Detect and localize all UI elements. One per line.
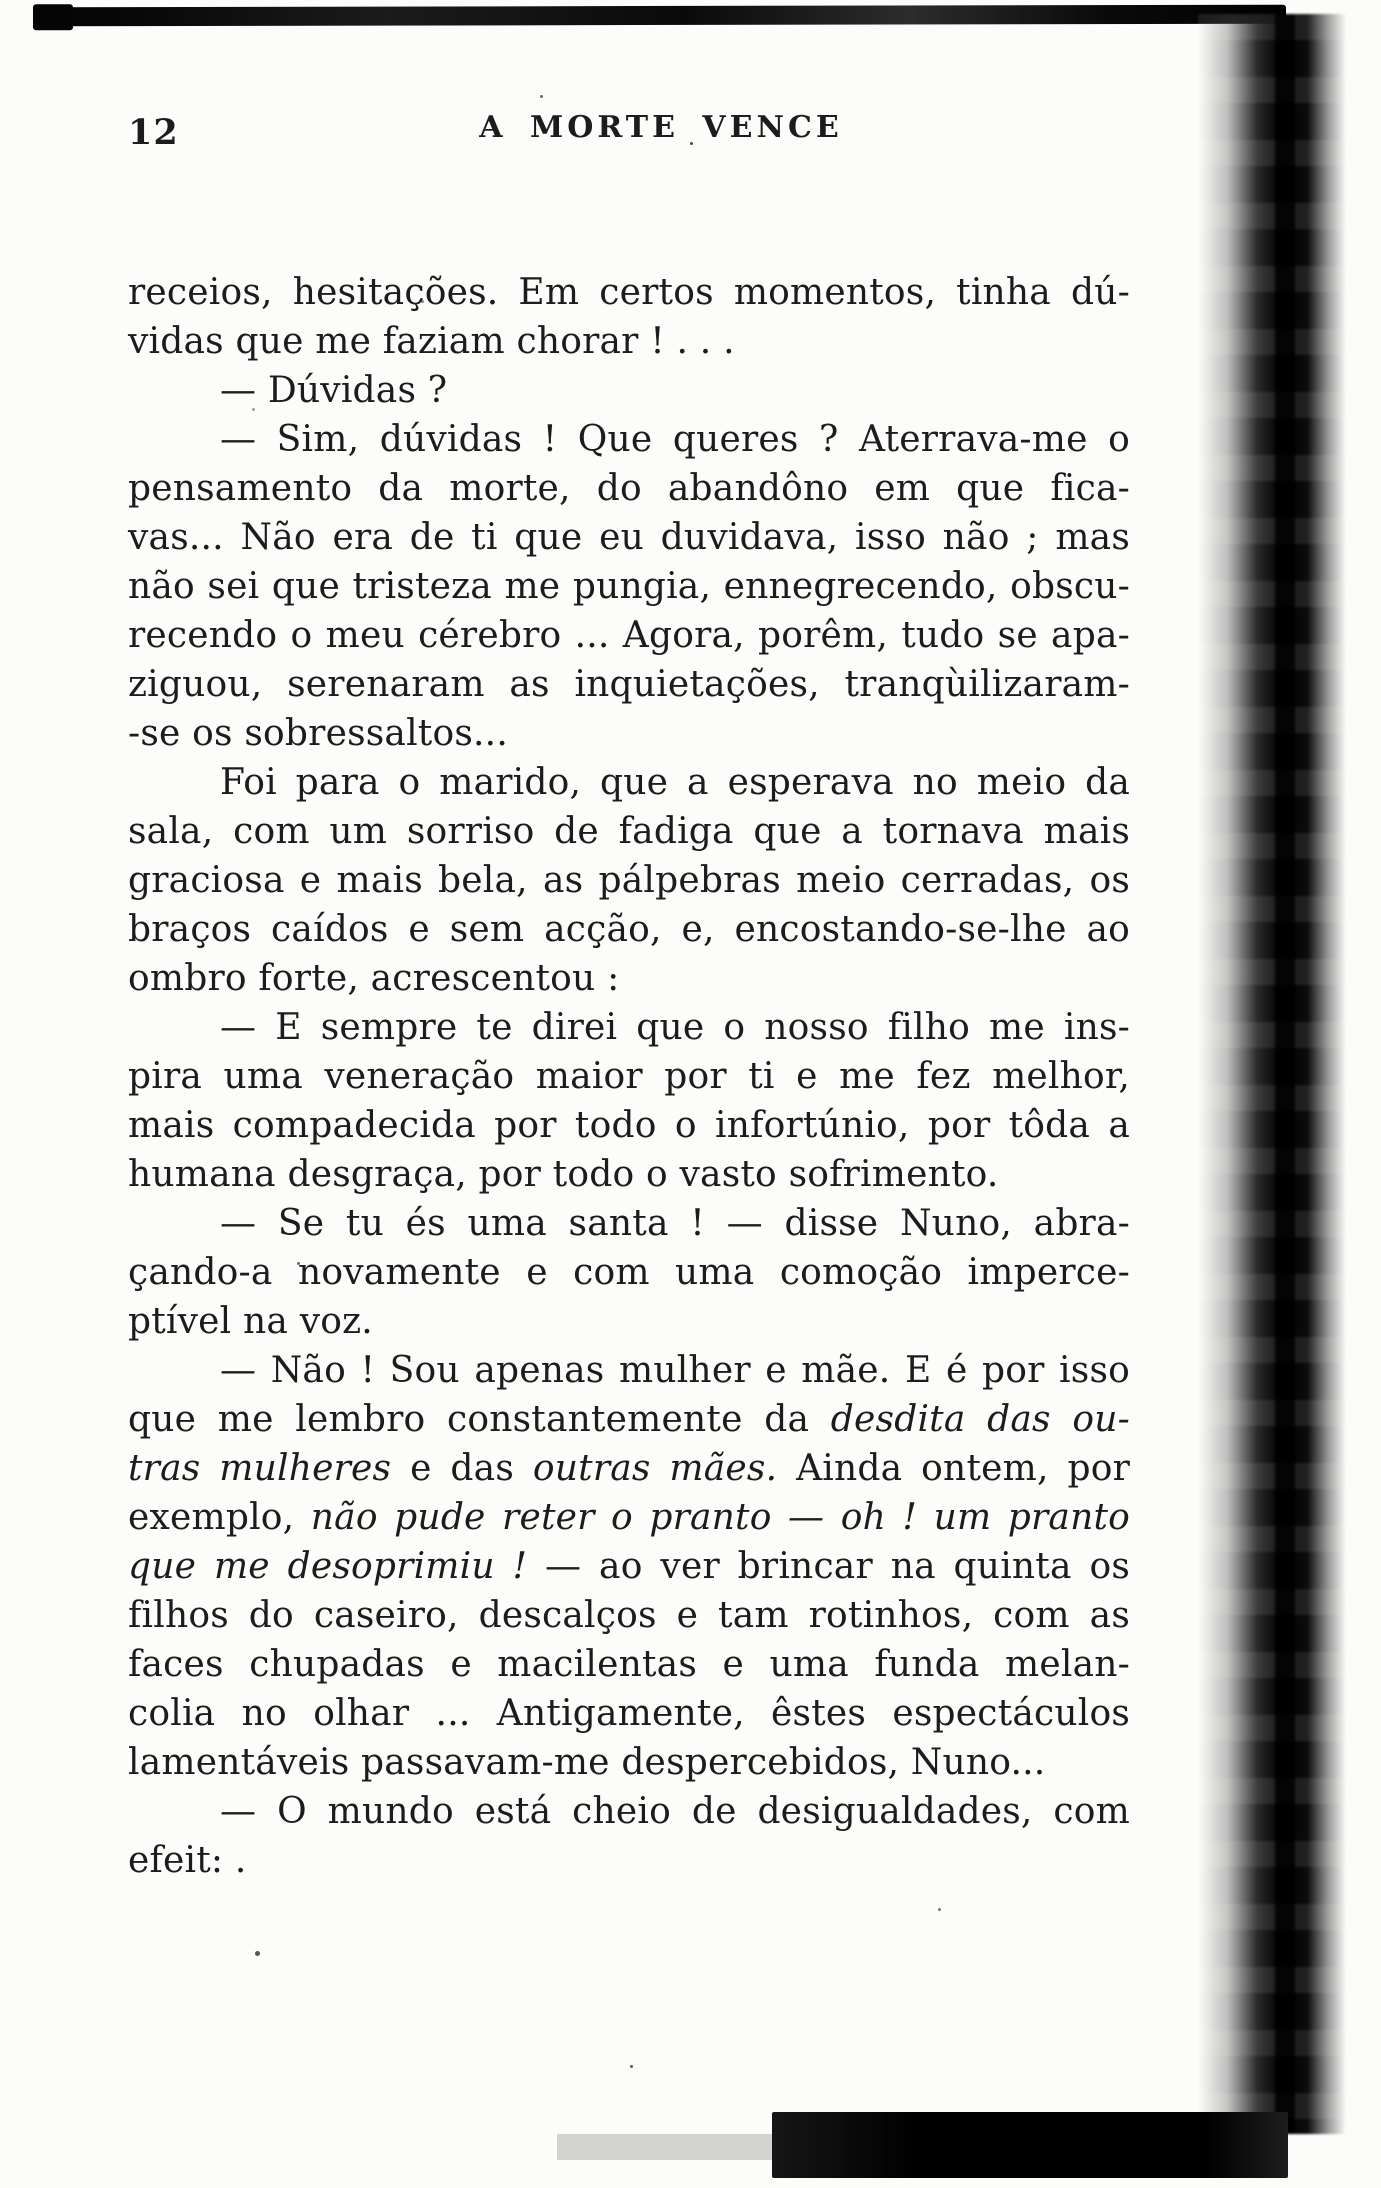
text-line: humana desgraça, por todo o vasto sofrimento. <box>128 1154 999 1195</box>
italic-emphasis: tras mulheres <box>128 1448 392 1489</box>
italic-emphasis: outras mães. <box>532 1448 778 1489</box>
text-line: — Se tu és uma santa ! — disse Nuno, abra- <box>220 1203 1130 1244</box>
text-line: ptível na voz. <box>128 1301 373 1342</box>
text-line: -se os sobressaltos... <box>128 713 508 754</box>
text-line: sala, com um sorriso de fadiga que a tornava mais <box>128 811 1130 852</box>
text-line: pira uma veneração maior por ti e me fez melhor, <box>128 1056 1130 1097</box>
text-line: que me lembro constantemente da desdita das ou- <box>128 1399 1130 1440</box>
text-line: Foi para o marido, que a esperava no meio da <box>220 762 1130 803</box>
bottom-right-scan-bar-artifact <box>772 2112 1288 2178</box>
text-line: braços caídos e sem acção, e, encostando-se-lhe ao <box>128 909 1130 950</box>
text-line: — E sempre te direi que o nosso filho me ins- <box>220 1007 1130 1048</box>
italic-emphasis: não pude reter o pranto — oh ! um pranto <box>310 1497 1131 1538</box>
text-line: tras mulheres e das outras mães. Ainda ontem, por <box>128 1448 1130 1489</box>
right-gutter-band-artifact <box>1198 14 1346 2134</box>
text-line: mais compadecida por todo o infortúnio, por tôda a <box>128 1105 1130 1146</box>
text-line: faces chupadas e macilentas e uma funda melan- <box>128 1644 1130 1685</box>
text-line: ziguou, serenaram as inquietações, tranqùilizaram- <box>128 664 1130 705</box>
text-line: graciosa e mais bela, as pálpebras meio cerradas, os <box>128 860 1130 901</box>
italic-emphasis: desdita das ou- <box>830 1399 1130 1440</box>
text-line: colia no olhar ... Antigamente, êstes espectáculos <box>128 1693 1130 1734</box>
text-line: receios, hesitações. Em certos momentos, tinha dú- <box>128 272 1130 313</box>
running-title: A MORTE VENCE <box>479 110 843 145</box>
text-line: efeit: . <box>128 1840 247 1881</box>
text-line: pensamento da morte, do abandôno em que fica- <box>128 468 1130 509</box>
text-line: vas... Não era de ti que eu duvidava, isso não ; mas <box>128 517 1130 558</box>
text-line: çando-a novamente e com uma comoção imperce- <box>128 1252 1130 1293</box>
top-scan-bar-artifact <box>36 5 1286 27</box>
page-header <box>128 110 1130 160</box>
text-line: não sei que tristeza me pungia, ennegrecendo, obscu- <box>128 566 1130 607</box>
italic-emphasis: que me desoprimiu ! <box>128 1546 528 1587</box>
text-line: ombro forte, acrescentou : <box>128 958 620 999</box>
text-line: exemplo, não pude reter o pranto — oh ! um pranto <box>128 1497 1131 1538</box>
text-line: — Não ! Sou apenas mulher e mãe. E é por isso <box>220 1350 1130 1391</box>
page-number: 12 <box>128 112 179 153</box>
text-line: — O mundo está cheio de desigualdades, com <box>220 1791 1130 1832</box>
text-line: — Dúvidas ? <box>220 370 448 411</box>
text-line: lamentáveis passavam-me despercebidos, Nuno... <box>128 1742 1046 1783</box>
text-line: — Sim, dúvidas ! Que queres ? Aterrava-me o <box>220 419 1130 460</box>
page-text <box>128 268 1130 1885</box>
text-line: filhos do caseiro, descalços e tam rotinhos, com as <box>128 1595 1130 1636</box>
text-line: recendo o meu cérebro ... Agora, porêm, tudo se apa- <box>128 615 1130 656</box>
text-line: vidas que me faziam chorar ! . . . <box>128 321 735 362</box>
text-line: que me desoprimiu ! — ao ver brincar na quinta os <box>128 1546 1130 1587</box>
